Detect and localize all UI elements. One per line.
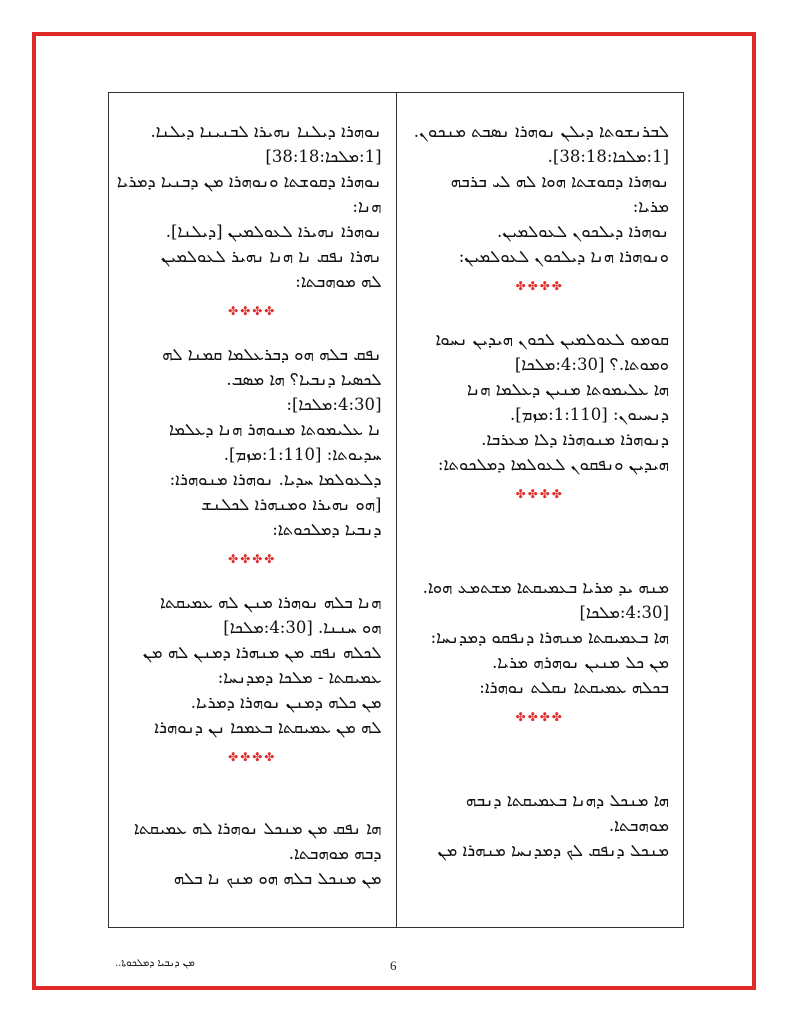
stars-divider: ✤✤✤✤ — [515, 279, 564, 293]
verse-line: ܢܘܗܪܐ ܕܩܘܫܬܐ ܘܢܘܗܪܐ ܡܢ ܕܒܢܝܐ ܕܡܪܝܐ — [116, 172, 382, 191]
verse-line: ܕܠܥܘܠܡܐ ܚܕܝܐ. ܢܘܗܪܐ ܡܢܘܗܪܐ: — [169, 470, 382, 489]
verse-line: [ܗܘ ܢܗܝܪܐ ܘܡܢܗܪܐ ܠܟܠܢܫ — [200, 495, 382, 514]
verse-block — [411, 675, 670, 700]
verse-line: ܠܗ ܡܢ ܥܡܝܩܬܐ ܒܥܡܟܐ ܢܢ ܕܢܘܗܪܐ — [154, 718, 382, 737]
verse-block — [411, 377, 670, 427]
verse-line: ܗܘ ܚܢܢܐ. [4:30:ܡܠܟܐ] — [223, 618, 382, 637]
verse-block — [411, 788, 670, 838]
verse-block — [123, 417, 382, 467]
verse-line: ܢܘܗܪܐ ܕܩܘܫܬܐ ܗܘܐ ܠܗ ܠܝ ܒܪܒܗ — [450, 172, 669, 191]
verse-line: ܕܢܚܝܘܢ: [1:110:ܡܙܡ]. — [509, 405, 669, 424]
verse-line: ܠܒܪܢܫܘܬܐ ܕܝܠܢ ܢܘܗܪܐ ܢܣܒܬ ܡܢܟܘܢ. — [413, 122, 669, 141]
verse-line: ܠܟܣܝܐ ܕܢܒܝܐ؟ ܗܐ ܡܣܒ. — [226, 370, 382, 389]
page-number: 6 — [390, 958, 397, 973]
verse-line: ܢܐ ܥܠܝܡܘܬܐ ܡܢܘܗܪ ܗܢܐ ܕܥܠܡܐ — [169, 420, 382, 439]
verse-line: ܡܘܗܒܬܐ. — [608, 816, 669, 835]
verse-line: ܢܘܗܪܐ ܕܝܠܟܘܢ ܠܥܘܠܡܝܢ. — [497, 222, 669, 241]
verse-line: ܗܐ ܡܢܟܠ ܕܗܢܐ ܒܥܡܝܩܬܐ ܕܢܒܗ — [465, 791, 669, 810]
verse-line: ܕܒܗ ܡܘܗܒܬܐ. — [288, 844, 382, 863]
verse-line: ܢܗܪܐ ܢܦܩ ܢܐ ܗܢܐ ܢܗܝܪ ܠܥܘܠܡܝܢ — [160, 247, 382, 266]
text-table — [108, 92, 684, 928]
verse-line: ܡܢ ܟܠܗ ܕܡܢܢ ܢܘܗܪܐ ܕܡܪܝܐ. — [190, 693, 382, 712]
verse-line: ܡܢܟܠ ܕܢܦܩ ܠܟ ܕܡܕܢܚܐ ܡܢܗܪܐ ܡܢ — [437, 841, 669, 860]
verse-line: ܥܡܝܩܬܐ - ܡܠܟܐ ܕܡܕܢܚܐ: — [217, 668, 382, 687]
verse-line: ܢܦܩ ܒܠܗ ܗܘ ܕܒܪܥܠܡܐ ܩܡܢܐ ܠܗ — [162, 345, 382, 364]
verse-line: ܡܢܗ ܝܕ ܡܪܝܐ ܒܥܡܝܩܬܐ ܡܫܬܡܥ ܗܘܐ. — [422, 578, 669, 597]
verse-line: [1:ܡܠܟܐ:38:18] — [265, 147, 382, 166]
stars-divider: ✤✤✤✤ — [228, 552, 277, 566]
verse-block — [123, 119, 382, 169]
verse-block — [411, 119, 670, 169]
verse-line: [4:30:ܡܠܟܐ]: — [286, 395, 382, 414]
stars-divider: ✤✤✤✤ — [228, 750, 277, 764]
stars-divider: ✤✤✤✤ — [515, 710, 564, 724]
verse-line: ܗܐ ܥܠܝܡܘܬܐ ܡܢܝܢ ܕܥܠܡܐ ܗܢܐ — [466, 380, 669, 399]
verse-block — [411, 219, 670, 244]
verse-block — [123, 219, 382, 244]
verse-line: ܡܢ ܡܢܟܠ ܒܠܗ ܗܘ ܡܢܟ ܢܐ ܒܠܗ — [173, 869, 382, 888]
verse-line: [1:ܡܠܟܐ:38:18]. — [547, 147, 669, 166]
verse-line: ܘܡܘܬܐ.؟ [4:30:ܡܠܟܐ] — [514, 355, 669, 374]
verse-block — [411, 427, 670, 452]
verse-line: ܢܘܗܪܐ ܢܗܝܪܐ ܠܥܘܠܡܝܢ [ܕܝܠܢܐ]. — [165, 222, 382, 241]
verse-block — [411, 169, 670, 219]
verse-block — [123, 590, 382, 640]
verse-line: ܗܢܐ: — [352, 197, 382, 216]
verse-block — [411, 244, 670, 269]
verse-line: ܗܐ ܒܥܡܝܩܬܐ ܡܢܗܪܐ ܕܢܦܩܘ ܕܡܕܢܚܐ: — [430, 628, 669, 647]
verse-block — [411, 838, 670, 863]
verse-line: ܗܝܕܝܢ ܘܢܦܩܘܢ ܠܥܘܠܡܐ ܕܡܠܟܘܬܐ: — [437, 455, 669, 474]
verse-block — [411, 452, 670, 477]
verse-line: [4:30:ܡܠܟܐ] — [579, 603, 669, 622]
verse-block — [123, 715, 382, 740]
verse-line: ܕܢܒܝܐ ܕܡܠܟܘܬܐ: — [272, 520, 382, 539]
verse-line: ܠܗ ܡܘܗܒܬܐ: — [295, 272, 382, 291]
left-column — [109, 93, 397, 927]
verse-block — [123, 467, 382, 542]
verse-line: ܗܢܐ ܒܠܗ ܢܘܗܪܐ ܡܢܢ ܠܗ ܥܡܝܩܬܐ — [159, 593, 382, 612]
verse-line: ܗܐ ܢܦܩ ܡܢ ܡܢܟܠ ܢܘܗܪܐ ܠܗ ܥܡܝܩܬܐ — [133, 819, 382, 838]
verse-line: ܘܢܘܗܪܐ ܗܢܐ ܕܝܠܟܘܢ ܠܥܘܠܡܝܢ: — [458, 247, 669, 266]
verse-line: ܒܟܠܗ ܥܡܝܩܬܐ ܢܩܠܬ ܢܘܗܪܐ: — [479, 678, 669, 697]
verse-block — [123, 640, 382, 690]
verse-line: ܢܘܗܪܐ ܕܝܠܢܐ ܢܗܝܪܐ ܠܒܢܝܢܐ ܕܝܠܢܐ. — [150, 122, 382, 141]
verse-line: ܚܕܝܘܬܐ: [1:110:ܡܙܡ]. — [223, 445, 382, 464]
right-column — [397, 93, 684, 927]
verse-line: ܡܪܝܐ: — [632, 197, 669, 216]
verse-line: ܩܘܡܘ ܠܥܘܠܡܝܢ ܠܟܘܢ ܗܝܕܝܢ ܢܚܘܐ — [435, 330, 669, 349]
footer-title: ܡܢ ܕܢܒܝܐ ܕܡܠܟܘܬܐ.. — [115, 958, 195, 969]
verse-block — [411, 625, 670, 650]
verse-block — [123, 244, 382, 294]
verse-line: ܠܟܠܗ ܢܦܩ ܡܢ ܡܢܗܪܐ ܕܡܢܢ ܠܗ ܡܢ — [142, 643, 382, 662]
verse-block — [411, 327, 670, 377]
stars-divider: ✤✤✤✤ — [228, 304, 277, 318]
verse-block — [123, 816, 382, 866]
stars-divider: ✤✤✤✤ — [515, 487, 564, 501]
verse-line: ܡܢ ܟܠ ܡܢܝܢ ܢܘܗܪܗ ܡܪܝܐ. — [492, 653, 669, 672]
verse-block — [411, 575, 670, 625]
verse-block — [123, 342, 382, 417]
verse-block — [411, 650, 670, 675]
verse-block — [123, 690, 382, 715]
verse-block — [123, 866, 382, 891]
verse-line: ܕܢܘܗܪܐ ܡܢܘܗܪܐ ܕܠܐ ܡܥܪܒܐ. — [481, 430, 669, 449]
verse-block — [116, 169, 382, 219]
